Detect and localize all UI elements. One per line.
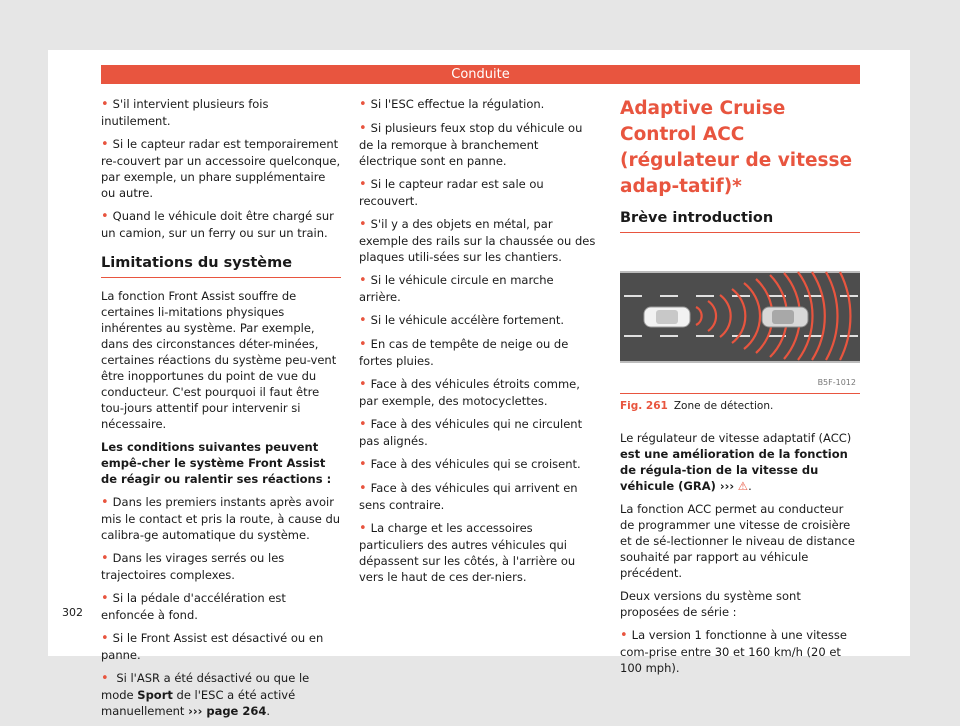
mode-name: Sport xyxy=(137,688,173,702)
list-item: • La version 1 fonctionne à une vitesse com-prise entre 30 et 160 km/h (20 et 100 mph). xyxy=(620,627,860,676)
bold-intro: Les conditions suivantes peuvent empê-cher le système Front Assist de réagir ou ralentir ses réactions : xyxy=(101,440,332,486)
caption-text: Zone de détection. xyxy=(673,400,774,412)
car-ahead xyxy=(762,307,808,327)
road-illustration xyxy=(620,243,860,393)
list-item: • S'il y a des objets en métal, par exemple des rails sur la chaussée ou des plaques utili-sées sur les chantiers. xyxy=(359,216,599,265)
list-item: • Face à des véhicules étroits comme, par exemple, des motocyclettes. xyxy=(359,376,599,409)
text: Si l'ASR a été désactivé ou que le mode xyxy=(101,671,310,702)
list-item: • Si le véhicule accélère fortement. xyxy=(359,312,599,329)
text: . xyxy=(748,479,752,493)
figure-label: Fig. 261 xyxy=(620,400,668,412)
list-item: • Si le capteur radar est sale ou recouvert. xyxy=(359,176,599,209)
paragraph: Deux versions du système sont proposées de série : xyxy=(620,589,801,619)
list-item: • Si plusieurs feux stop du véhicule ou de la remorque à branchement électrique sont en panne. xyxy=(359,120,599,169)
list-item: • Si le capteur radar est temporairement re-couvert par un accessoire quelconque, par exemple, un phare supplémentaire ou autre. xyxy=(101,136,341,201)
warning-triangle-icon[interactable]: ⚠ xyxy=(737,479,749,493)
paragraph: La fonction Front Assist souffre de certaines li-mitations physiques inhérentes au système. Par exemple, dans des circonstances déter-minées, certaines réactions du système peu-vent être inopportunes du point de vue du conducteur. C'est pourquoi il faut être tou-jours attentif pour intervenir si nécessaire. xyxy=(101,289,337,431)
own-car xyxy=(644,307,690,327)
text: . xyxy=(266,704,271,718)
chapter-title: Adaptive Cruise Control ACC (régulateur de vitesse adap-tatif)* xyxy=(620,98,853,197)
bold-text: est une amélioration de la fonction de régula-tion de la vitesse du véhicule (GRA) ››› xyxy=(620,447,848,493)
paragraph: La fonction ACC permet au conducteur de programmer une vitesse de croisière et de sé-lectionner le niveau de distance souhaité par rapport au véhicule précédent. xyxy=(620,502,855,580)
detection-zone-figure xyxy=(620,243,860,394)
list-item: • Face à des véhicules qui arrivent en sens contraire. xyxy=(359,480,599,513)
page-reference-link[interactable]: ››› page 264 xyxy=(188,704,267,718)
list-item: • Face à des véhicules qui se croisent. xyxy=(359,456,599,473)
list-item: • La charge et les accessoires particuliers des autres véhicules qui dépassent sur les côtés, à l'arrière ou vers le haut de ces der-niers. xyxy=(359,520,599,585)
figure-code: B5F-1012 xyxy=(817,378,856,387)
list-item: • En cas de tempête de neige ou de fortes pluies. xyxy=(359,336,599,369)
list-item: • Dans les premiers instants après avoir mis le contact et pris la route, à cause du calibra-ge automatique du système. xyxy=(101,494,341,543)
column-left xyxy=(101,96,341,726)
paragraph xyxy=(620,430,860,494)
text: Le régulateur de vitesse adaptatif (ACC) xyxy=(620,431,852,445)
list-item: • Si le véhicule circule en marche arrière. xyxy=(359,272,599,305)
page-header: Conduite xyxy=(101,65,860,84)
list-item: • Quand le véhicule doit être chargé sur un camion, sur un ferry ou sur un train. xyxy=(101,208,341,241)
list-item xyxy=(101,670,341,719)
section-heading: Limitations du système xyxy=(101,255,341,278)
list-item: • Si l'ESC effectue la régulation. xyxy=(359,96,599,113)
list-item: • Dans les virages serrés ou les trajectoires complexes. xyxy=(101,550,341,583)
column-middle xyxy=(359,96,599,592)
list-item: • Si le Front Assist est désactivé ou en panne. xyxy=(101,630,341,663)
list-item: • Si la pédale d'accélération est enfoncée à fond. xyxy=(101,590,341,623)
list-item: • S'il intervient plusieurs fois inutilement. xyxy=(101,96,341,129)
column-right xyxy=(620,96,860,683)
list-item: • Face à des véhicules qui ne circulent pas alignés. xyxy=(359,416,599,449)
page-number: 302 xyxy=(62,606,83,619)
text: de l'ESC a été activé manuellement xyxy=(101,688,296,718)
figure-caption xyxy=(620,398,860,414)
section-heading: Brève introduction xyxy=(620,210,860,233)
